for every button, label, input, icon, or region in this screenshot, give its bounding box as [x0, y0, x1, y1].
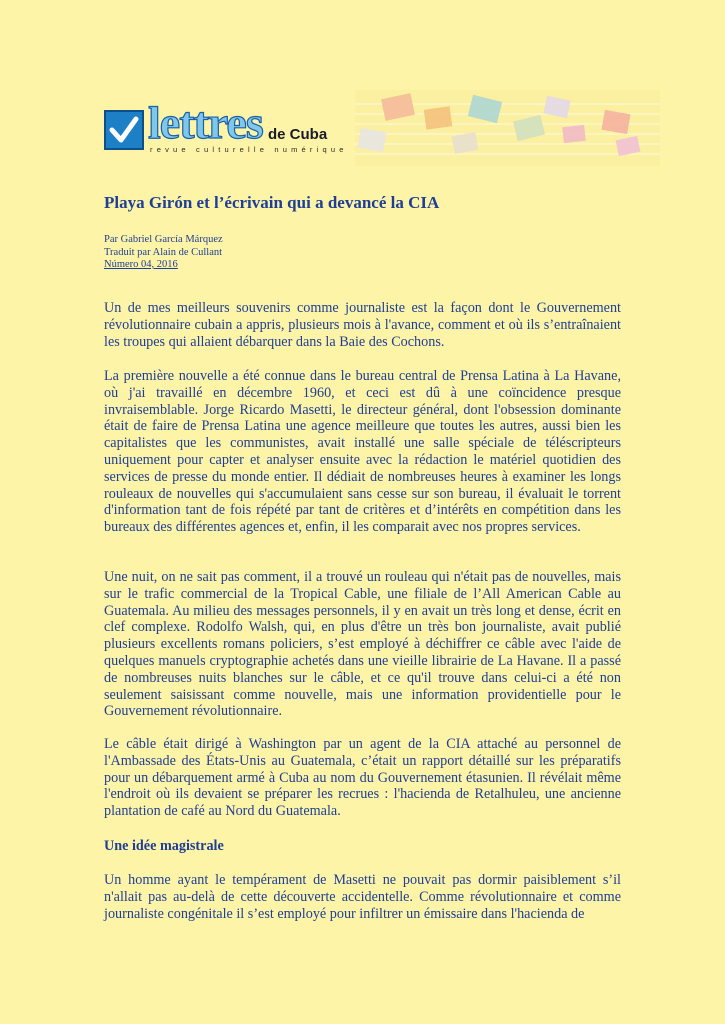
- paragraph-1: Un de mes meilleurs souvenirs comme journaliste est la façon dont le Gouvernement révolutionnaire cubain a appris, plusieurs mois à l'avance, comment et où ils s’entraînaient les troupes qui allaient débarquer dans la Baie des Cochons.: [104, 300, 621, 350]
- author-line: Par Gabriel García Márquez: [104, 234, 223, 245]
- envelopes-decoration: [355, 90, 660, 166]
- logo-suffix: de Cuba: [268, 126, 328, 143]
- paragraph-5: Un homme ayant le tempérament de Masetti ne pouvait pas dormir paisiblement s’il n'allait pas au-delà de cette découverte accidentelle. Comme révolutionnaire et comme journaliste congénitale il s’est employé pour infiltrer un émissaire dans l'hacienda de: [104, 872, 621, 922]
- article-meta: [104, 234, 223, 272]
- paragraph-3: Une nuit, on ne sait pas comment, il a trouvé un rouleau qui n'était pas de nouvelles, mais sur le trafic commercial de la Tropical Cable, une filiale de l’All American Cable au Guatemala. Au milieu des messages personnels, il y en avait un très long et dense, écrit en clef complexe. Rodolfo Walsh, qui, en plus d'être un très bon journaliste, avait publié plusieurs excellents romans policiers, s’est employé à déchiffrer ce câble avec l'aide de quelques manuels cryptographie achetés dans une vieille librairie de La Havane. Il a passé de nombreuses nuits blanches sur le câble, et ce qu'il trouve dans celui-ci a été non seulement saisissant comme nouvelle, mais une information providentielle pour le Gouvernement révolutionnaire.: [104, 569, 621, 720]
- issue-link[interactable]: Número 04, 2016: [104, 259, 178, 270]
- checkmark-logo-icon: [104, 110, 144, 150]
- paragraph-4: Le câble était dirigé à Washington par un agent de la CIA attaché au personnel de l'Ambassade des États-Unis au Guatemala, c’était un rapport détaillé sur les préparatifs pour un débarquement armé à Cuba au nom du Gouvernement étasunien. Il révélait même l'endroit où ils devaient se préparer les recrues : l'hacienda de Retalhuleu, une ancienne plantation de café au Nord du Guatemala.: [104, 736, 621, 820]
- logo-wordmark: lettres: [148, 97, 263, 148]
- article-title: Playa Girón et l’écrivain qui a devancé la CIA: [104, 193, 440, 212]
- section-heading: Une idée magistrale: [104, 838, 224, 854]
- translator-line: Traduit par Alain de Cullant: [104, 246, 223, 258]
- paragraph-2: La première nouvelle a été connue dans le bureau central de Prensa Latina à La Havane, où j'ai travaillé en décembre 1960, et ceci est dû à une coïncidence presque invraisemblable. Jorge Ricardo Masetti, le directeur général, dont l'obsession dominante était de faire de Prensa Latina une agence meilleure que toutes les autres, aussi bien les capitalistes que les communistes, avait installé une salle spéciale de téléscripteurs uniquement pour capter et analyser ensuite avec la rédaction le matériel quotidien des services de presse du monde entier. Il dédiait de nombreuses heures à examiner les longs rouleaux de nouvelles qui s'accumulaient sans cesse sur son bureau, il évaluait le torrent d'information tant de fois répété par tant de critères et d’intérêts en compétition dans les bureaux des différentes agences et, enfin, il les comparait avec nos propres services.: [104, 368, 621, 536]
- header-banner: [100, 90, 660, 166]
- logo-tagline: revue culturelle numérique: [150, 145, 348, 154]
